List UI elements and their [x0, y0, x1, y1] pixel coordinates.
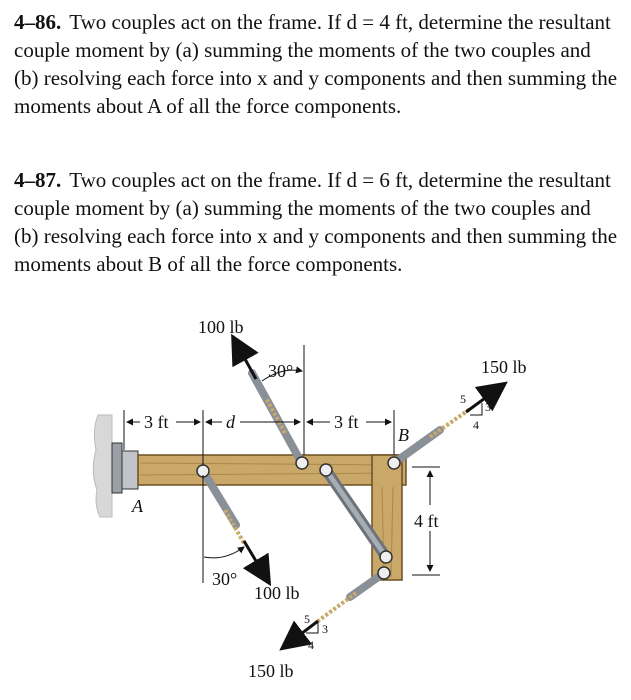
dim-4ft-label: 4 ft	[414, 511, 439, 531]
slope-right-5: 5	[460, 392, 466, 406]
horizontal-beam	[138, 455, 406, 485]
slope-lower-5: 5	[304, 612, 310, 626]
wall-bracket	[112, 443, 122, 493]
force-top-arrow	[234, 339, 256, 379]
problem-4-87	[14, 166, 620, 278]
angle-bottom-arc	[204, 547, 244, 558]
point-a-label: A	[132, 496, 143, 516]
problem-4-86	[14, 8, 620, 120]
pin	[296, 457, 308, 469]
pin	[388, 457, 400, 469]
force-right-label: 150 lb	[481, 357, 527, 377]
wall	[93, 415, 112, 517]
cable-lower	[318, 593, 356, 621]
link-top	[252, 373, 300, 460]
point-b-label: B	[398, 425, 409, 445]
force-lower-label: 150 lb	[248, 661, 294, 681]
frame-figure	[0, 305, 631, 700]
problem-text: Two couples act on the frame. If d = 6 ft, determine the resultant couple moment by (a) summing the moments of the two couples and (b) resolving each force into x and y components and then summing the moments about B of all the force components.	[14, 168, 618, 276]
angle-top-label: 30°	[268, 361, 294, 381]
dim-d-label: d	[226, 412, 235, 432]
pin-support-a	[122, 451, 138, 489]
slope-lower-3: 3	[322, 622, 328, 636]
problem-number: 4–86.	[14, 10, 62, 34]
angle-bottom-label: 30°	[212, 569, 238, 589]
force-top-label: 100 lb	[198, 317, 244, 337]
dim-3ft-left-label: 3 ft	[144, 412, 169, 432]
slope-lower-4: 4	[308, 638, 314, 652]
pin	[320, 464, 332, 476]
cable-bottom	[225, 510, 245, 545]
problem-number: 4–87.	[14, 168, 62, 192]
slope-right-4: 4	[473, 418, 479, 432]
force-bottom-arrow	[244, 541, 268, 581]
dim-3ft-right-label: 3 ft	[334, 412, 359, 432]
pin	[378, 567, 390, 579]
cable-right	[430, 409, 470, 437]
problem-text: Two couples act on the frame. If d = 4 ft, determine the resultant couple moment by (a) summing the moments of the two couples and (b) resolving each force into x and y components and then summing the moments about A of all the force components.	[14, 10, 618, 118]
force-bottom-label: 100 lb	[254, 583, 300, 603]
pin	[380, 551, 392, 563]
slope-right-3: 3	[485, 400, 491, 414]
